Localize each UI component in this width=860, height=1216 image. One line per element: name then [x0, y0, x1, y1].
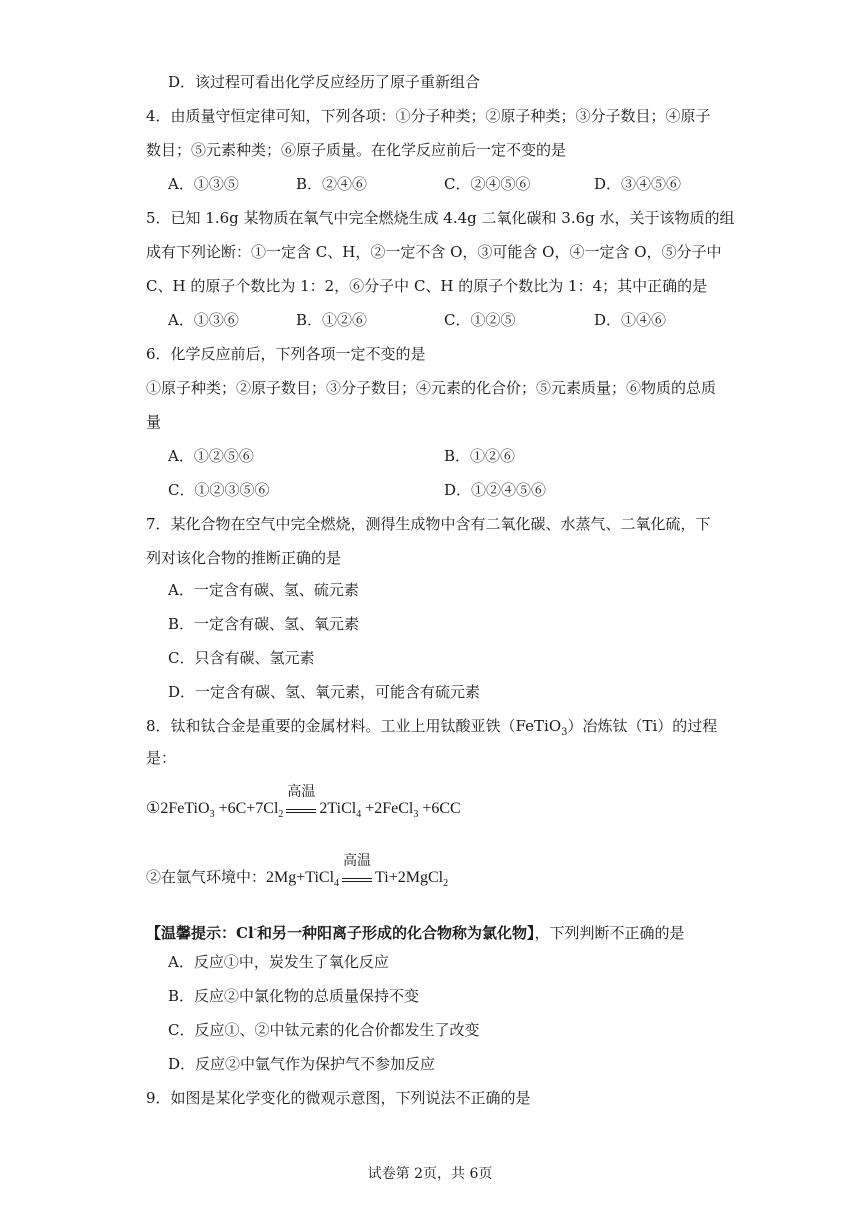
q8-equation-1: ①2FeTiO$_3$ $+6C+7Cl_2$ 高温 2TiCl$_4$ +2FeCl$_3$ +6CC	[146, 798, 461, 820]
page-footer: 试卷第 2页，共 6页	[367, 1166, 493, 1182]
q8-option-c: C．反应①、②中钛元素的化合价都发生了改变	[168, 1021, 480, 1039]
q6-stem-line3: 量	[146, 413, 162, 431]
q4-option-b: B．②④⑥	[296, 175, 368, 193]
q7-option-d: D．一定含有碳、氢、氧元素，可能含有硫元素	[168, 683, 481, 701]
q8-stem-line2: 是：	[146, 749, 177, 767]
q4-stem-line2: 数目；⑤元素种类；⑥原子质量。在化学反应前后一定不变的是	[146, 141, 567, 159]
q6-option-d: D．①②④⑤⑥	[444, 481, 547, 499]
q8-hint: 【温馨提示：Cl-和另一种阳离子形成的化合物称为氯化物】，下列判断不正确的是	[146, 924, 685, 942]
q6-option-c: C．①②③⑤⑥	[168, 481, 270, 499]
q8-option-d: D．反应②中氩气作为保护气不参加反应	[168, 1055, 436, 1073]
q7-option-b: B．一定含有碳、氢、氧元素	[168, 615, 360, 633]
q3-option-d: D．该过程可看出化学反应经历了原子重新组合	[168, 73, 481, 91]
reaction-condition: 高温	[343, 853, 372, 869]
q8-stem-line1: 8．钛和钛合金是重要的金属材料。工业上用钛酸亚铁（FeTiO$_3$）冶炼钛（Ti）的过程	[146, 717, 718, 738]
q8-option-a: A．反应①中，炭发生了氧化反应	[168, 953, 389, 971]
q4-option-d: D．③④⑤⑥	[594, 175, 682, 193]
q5-option-a: A．①③⑥	[168, 311, 239, 329]
q4-option-a: A．①③⑤	[168, 175, 239, 193]
q7-option-c: C．只含有碳、氢元素	[168, 649, 315, 667]
q5-stem-line3: C、H 的原子个数比为 1：2，⑥分子中 C、H 的原子个数比为 1：4；其中正确的是	[146, 277, 708, 295]
q6-stem-line2: ①原子种类；②原子数目；③分子数目；④元素的化合价；⑤元素质量；⑥物质的总质	[146, 379, 717, 397]
q8-equation-2: ②在氩气环境中：2Mg+TiCl$_4$ 高温 Ti+2MgCl$_2$	[146, 866, 448, 889]
q5-option-d: D．①④⑥	[594, 311, 667, 329]
q5-option-c: C．①②⑤	[444, 311, 516, 329]
q7-stem-line1: 7．某化合物在空气中完全燃烧，测得生成物中含有二氧化碳、水蒸气、二氧化硫，下	[146, 515, 711, 533]
q5-option-b: B．①②⑥	[296, 311, 368, 329]
q6-option-a: A．①②⑤⑥	[168, 447, 254, 465]
q7-stem-line2: 列对该化合物的推断正确的是	[146, 549, 342, 567]
q6-stem-line1: 6．化学反应前后，下列各项一定不变的是	[146, 345, 426, 363]
q5-stem-line1: 5．已知 1.6g 某物质在氧气中完全燃烧生成 4.4g 二氧化碳和 3.6g 水，关于该物质的组	[146, 209, 735, 227]
q5-stem-line2: 成有下列论断：①一定含 C、H，②一定不含 O，③可能含 O，④一定含 O，⑤分子中	[146, 243, 722, 261]
q4-stem-line1: 4．由质量守恒定律可知，下列各项：①分子种类；②原子种类；③分子数目；④原子	[146, 107, 711, 125]
q9-stem-line1: 9．如图是某化学变化的微观示意图，下列说法不正确的是	[146, 1089, 531, 1107]
q6-option-b: B．①②⑥	[444, 447, 516, 465]
q4-option-c: C．②④⑤⑥	[444, 175, 531, 193]
q7-option-a: A．一定含有碳、氢、硫元素	[168, 581, 359, 599]
q8-option-b: B．反应②中氯化物的总质量保持不变	[168, 987, 420, 1005]
reaction-condition: 高温	[287, 784, 316, 800]
